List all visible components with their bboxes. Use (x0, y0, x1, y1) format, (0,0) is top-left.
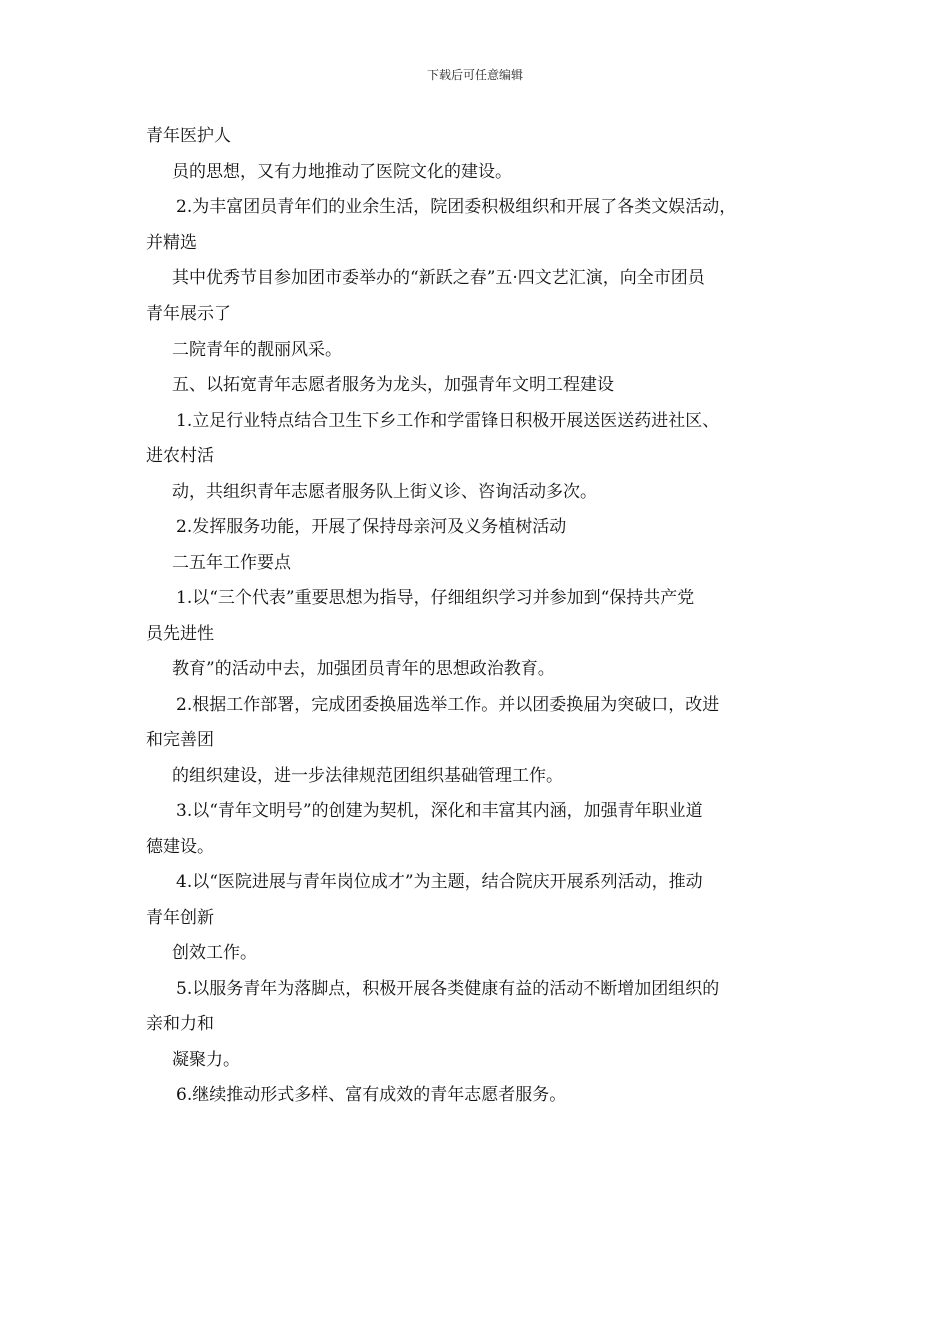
text-line: 4.以“医院进展与青年岗位成才”为主题，结合院庆开展系列活动，推动 (176, 872, 703, 892)
text-line: 动，共组织青年志愿者服务队上街义诊、咨询活动多次。 (172, 482, 597, 502)
text-line: 青年创新 (146, 908, 214, 928)
text-line: 2.为丰富团员青年们的业余生活，院团委积极组织和开展了各类文娱活动， (176, 197, 737, 217)
text-line: 1.立足行业特点结合卫生下乡工作和学雷锋日积极开展送医送药进社区、 (176, 411, 720, 431)
text-line: 3.以“青年文明号”的创建为契机，深化和丰富其内涵，加强青年职业道 (176, 801, 703, 821)
text-line: 的组织建设，进一步法律规范团组织基础管理工作。 (172, 766, 563, 786)
text-line: 并精选 (146, 233, 197, 253)
section-heading: 二五年工作要点 (172, 553, 291, 573)
text-line: 创效工作。 (172, 943, 257, 963)
text-line: 5.以服务青年为落脚点，积极开展各类健康有益的活动不断增加团组织的 (176, 979, 720, 999)
text-line: 和完善团 (146, 730, 214, 750)
section-heading: 五、以拓宽青年志愿者服务为龙头，加强青年文明工程建设 (172, 375, 614, 395)
text-line: 青年医护人 (146, 126, 231, 146)
text-line: 2.发挥服务功能，开展了保持母亲河及义务植树活动 (176, 517, 567, 537)
text-line: 进农村活 (146, 446, 214, 466)
text-line: 6.继续推动形式多样、富有成效的青年志愿者服务。 (176, 1085, 567, 1105)
text-line: 1.以“三个代表”重要思想为指导，仔细组织学习并参加到“保持共产党 (176, 588, 695, 608)
page-header: 下载后可任意编辑 (426, 68, 523, 82)
text-line: 其中优秀节目参加团市委举办的“新跃之春”五·四文艺汇演，向全市团员 (172, 268, 705, 288)
text-line: 员的思想，又有力地推动了医院文化的建设。 (172, 162, 512, 182)
text-line: 教育”的活动中去，加强团员青年的思想政治教育。 (172, 659, 555, 679)
text-line: 德建设。 (146, 837, 214, 857)
text-line: 2.根据工作部署，完成团委换届选举工作。并以团委换届为突破口，改进 (176, 695, 720, 715)
text-line: 亲和力和 (146, 1014, 214, 1034)
text-line: 员先进性 (146, 624, 214, 644)
text-line: 二院青年的靓丽风采。 (172, 340, 342, 360)
text-line: 凝聚力。 (172, 1050, 240, 1070)
text-line: 青年展示了 (146, 304, 231, 324)
